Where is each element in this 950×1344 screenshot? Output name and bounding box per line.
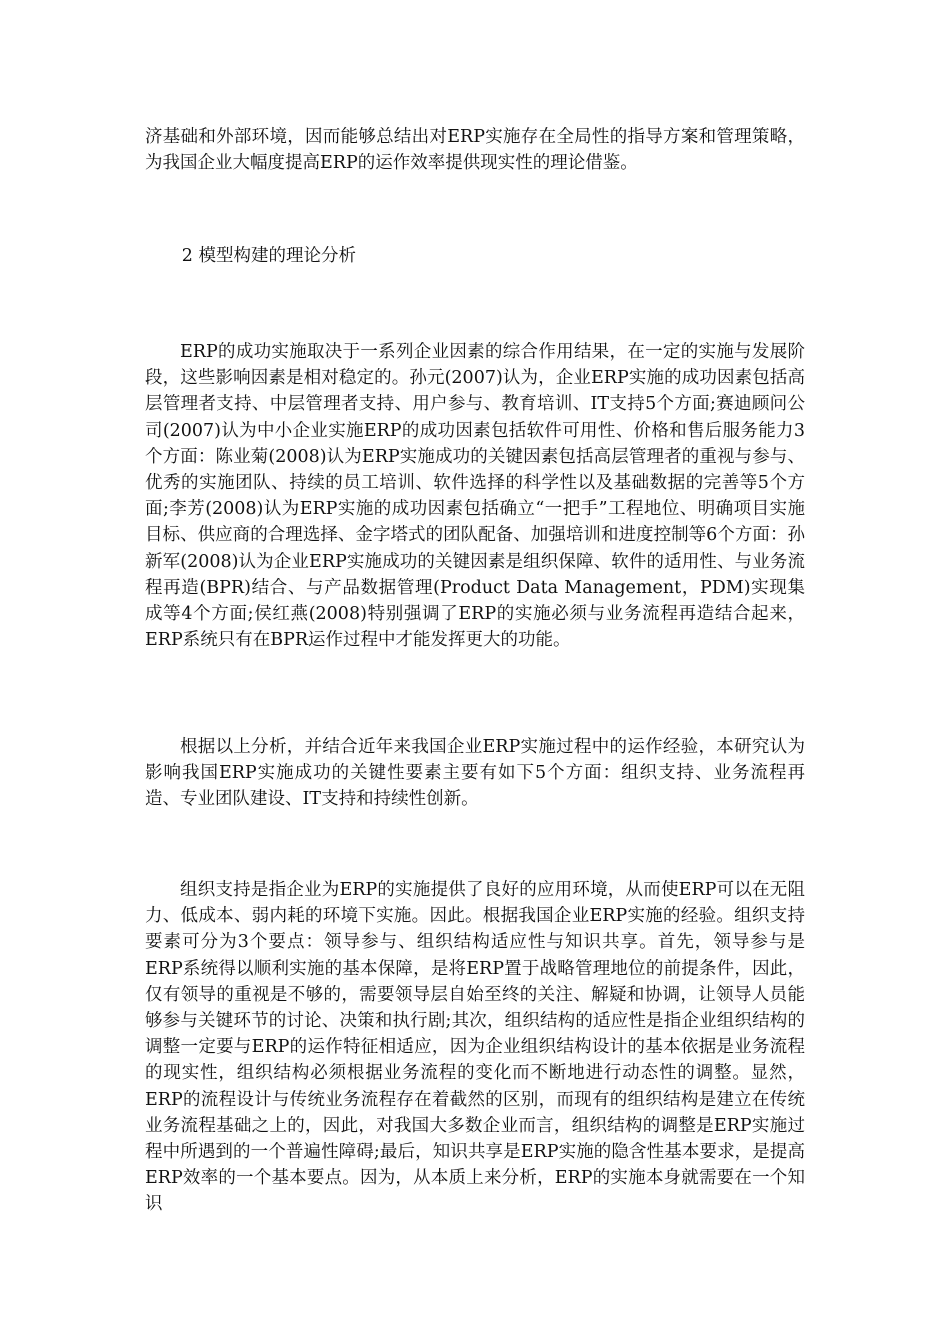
paragraph: 根据以上分析，并结合近年来我国企业ERP实施过程中的运作经验，本研究认为影响我国ERP实施成功的关键性要素主要有如下5个方面：组织支持、业务流程再造、专业团队建设、IT支持和持续性创新。 [145,737,805,810]
paragraph: 组织支持是指企业为ERP的实施提供了良好的应用环境，从而使ERP可以在无阻力、低成本、弱内耗的环境下实施。因此。根据我国企业ERP实施的经验。组织支持要素可分为3个要点：领导参与、组织结构适应性与知识共享。首先，领导参与是ERP系统得以顺利实施的基本保障，是将ERP置于战略管理地位的前提条件，因此，仅有领导的重视是不够的，需要领导层自始至终的关注、解疑和协调，让领导人员能够参与关键环节的讨论、决策和执行剧;其次，组织结构的适应性是指企业组织结构的调整一定要与ERP的运作特征相适应，因为企业组织结构设计的基本依据是业务流程的现实性，组织结构必须根据业务流程的变化而不断地进行动态性的调整。显然，ERP的流程设计与传统业务流程存在着截然的区别，而现有的组织结构是建立在传统业务流程基础之上的，因此，对我国大多数企业而言，组织结构的调整是ERP实施过程中所遇到的一个普遍性障碍;最后，知识共享是ERP实施的隐含性基本要求，是提高ERP效率的一个基本要点。因为，从本质上来分析，ERP的实施本身就需要在一个知识 [145,880,805,1215]
paragraph: ERP的成功实施取决于一系列企业因素的综合作用结果，在一定的实施与发展阶段，这些影响因素是相对稳定的。孙元(2007)认为，企业ERP实施的成功因素包括高层管理者支持、中层管理者支持、用户参与、教育培训、IT支持5个方面;赛迪顾问公司(2007)认为中小企业实施ERP的成功因素包括软件可用性、价格和售后服务能力3个方面：陈业菊(2008)认为ERP实施成功的关键因素包括高层管理者的重视与参与、优秀的实施团队、持续的员工培训、软件选择的科学性以及基础数据的完善等5个方面;李芳(2008)认为ERP实施的成功因素包括确立“一把手”工程地位、明确项目实施目标、供应商的合理选择、金字塔式的团队配备、加强培训和进度控制等6个方面：孙新军(2008)认为企业ERP实施成功的关键因素是组织保障、软件的适用性、与业务流程再造(BPR)结合、与产品数据管理(Product Data Management，PDM)实现集成等4个方面;侯红燕(2008)特别强调了ERP的实施必须与业务流程再造结合起来，ERP系统只有在BPR运作过程中才能发挥更大的功能。 [145,342,805,651]
section-heading: 2 模型构建的理论分析 [181,246,356,266]
paragraph-continued: 济基础和外部环境，因而能够总结出对ERP实施存在全局性的指导方案和管理策略，为我国企业大幅度提高ERP的运作效率提供现实性的理论借鉴。 [145,127,805,174]
